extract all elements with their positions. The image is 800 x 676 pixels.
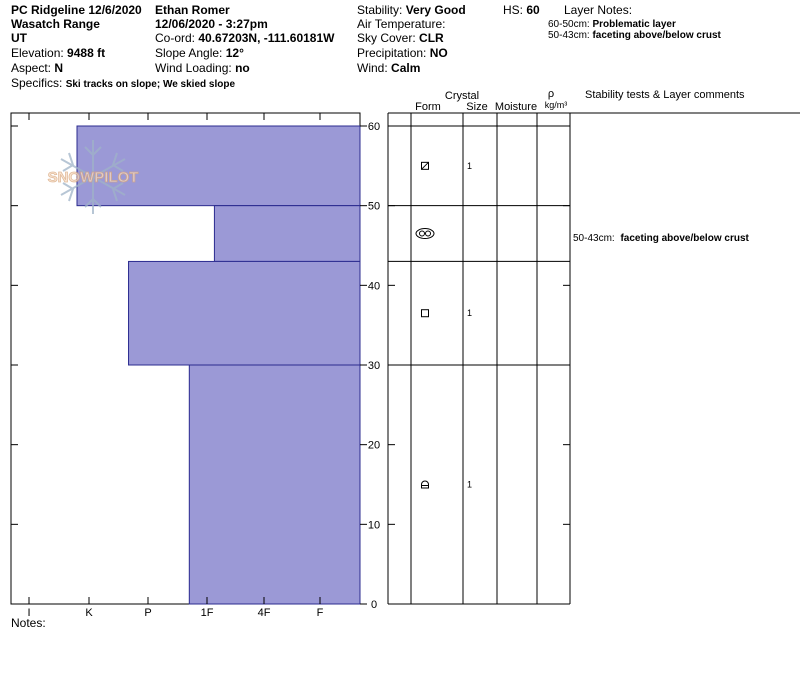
- sky-label: Sky Cover:: [357, 31, 416, 45]
- layer-comment: [573, 233, 750, 244]
- layer-comment-text: faceting above/below crust: [620, 233, 749, 244]
- comments-header: Stability tests & Layer comments: [585, 89, 745, 101]
- hardness-label: K: [85, 607, 93, 619]
- logo-text: SNOWPILOT: [47, 169, 139, 186]
- wind-label: Wind:: [357, 61, 388, 75]
- y-tick-label: 20: [367, 439, 381, 452]
- rounded-faceted-icon: [422, 481, 429, 488]
- moisture-header: Moisture: [494, 101, 538, 113]
- hs-value: 60: [526, 3, 540, 17]
- aspect-label: Aspect:: [11, 61, 52, 75]
- air-temp-label: Air Temperature:: [357, 17, 446, 31]
- crystal-size: 1: [467, 160, 473, 171]
- aspect-value: N: [54, 61, 64, 75]
- layer-notes-title: Layer Notes:: [564, 3, 633, 17]
- state: UT: [11, 31, 27, 45]
- hardness-label: I: [27, 607, 31, 619]
- specifics-value: Ski tracks on slope; We skied slope: [65, 79, 236, 90]
- hardness-bar-0: [77, 126, 360, 206]
- rho-header: ρ: [547, 88, 555, 100]
- size-header: Size: [466, 101, 488, 113]
- precip-label: Precipitation:: [357, 46, 427, 60]
- hardness-label: 1F: [200, 607, 214, 619]
- y-tick-label: 30: [367, 360, 381, 372]
- slope-label: Slope Angle:: [155, 46, 223, 60]
- y-tick-label: 60: [367, 121, 381, 133]
- layer-note-range: 50-43cm:: [548, 30, 590, 41]
- pit-title: PC Ridgeline 12/6/2020: [11, 3, 142, 17]
- hardness-bar-2: [129, 261, 360, 365]
- sky-value: CLR: [419, 31, 444, 45]
- slope-value: 12°: [225, 46, 244, 60]
- y-tick-label: 50: [367, 200, 381, 213]
- crystal-table: [388, 113, 800, 604]
- stability-label: Stability:: [357, 3, 403, 17]
- hardness-bar-1: [214, 206, 360, 262]
- specifics-label: Specifics:: [11, 76, 63, 90]
- observation-datetime: 12/06/2020 - 3:27pm: [155, 17, 268, 31]
- hs-label: HS:: [503, 3, 524, 17]
- coord-value: 40.67203N, -111.60181W: [198, 31, 335, 45]
- density-unit-header: kg/m³: [544, 100, 568, 110]
- crystal-marks: [416, 161, 472, 490]
- layer-note-text: Problematic layer: [592, 19, 676, 30]
- crust-icon: [416, 229, 434, 239]
- elevation-value: 9488 ft: [67, 46, 106, 60]
- faceted-rounded-icon: [422, 162, 429, 169]
- crystal-size: 1: [467, 308, 473, 319]
- hardness-label: F: [316, 607, 324, 619]
- wind-loading-label: Wind Loading:: [155, 61, 232, 75]
- wind-loading-value: no: [235, 61, 250, 75]
- faceted-icon: [422, 310, 429, 317]
- layer-note-range: 60-50cm:: [548, 19, 590, 30]
- wind-value: Calm: [391, 61, 421, 75]
- layer-comment-range: 50-43cm:: [573, 233, 615, 244]
- table-layer-lines: [388, 126, 570, 365]
- hardness-bars: [77, 126, 360, 604]
- layer-note-text: faceting above/below crust: [592, 30, 721, 41]
- hardness-label: P: [144, 607, 152, 619]
- form-header: Form: [415, 101, 441, 113]
- coord-label: Co-ord:: [155, 31, 196, 45]
- observer-name: Ethan Romer: [155, 3, 230, 17]
- y-tick-label: 10: [367, 519, 381, 532]
- hardness-bar-3: [189, 365, 360, 604]
- y-tick-label: 0: [370, 599, 378, 611]
- notes-label: Notes:: [11, 616, 46, 630]
- hardness-label: 4F: [257, 607, 271, 619]
- elevation-label: Elevation:: [11, 46, 64, 60]
- mountain-range: Wasatch Range: [11, 17, 100, 31]
- crystal-header: Crystal: [444, 90, 480, 102]
- precip-value: NO: [429, 46, 448, 60]
- y-tick-label: 40: [367, 280, 381, 293]
- crystal-size: 1: [467, 479, 473, 490]
- stability-value: Very Good: [405, 3, 466, 17]
